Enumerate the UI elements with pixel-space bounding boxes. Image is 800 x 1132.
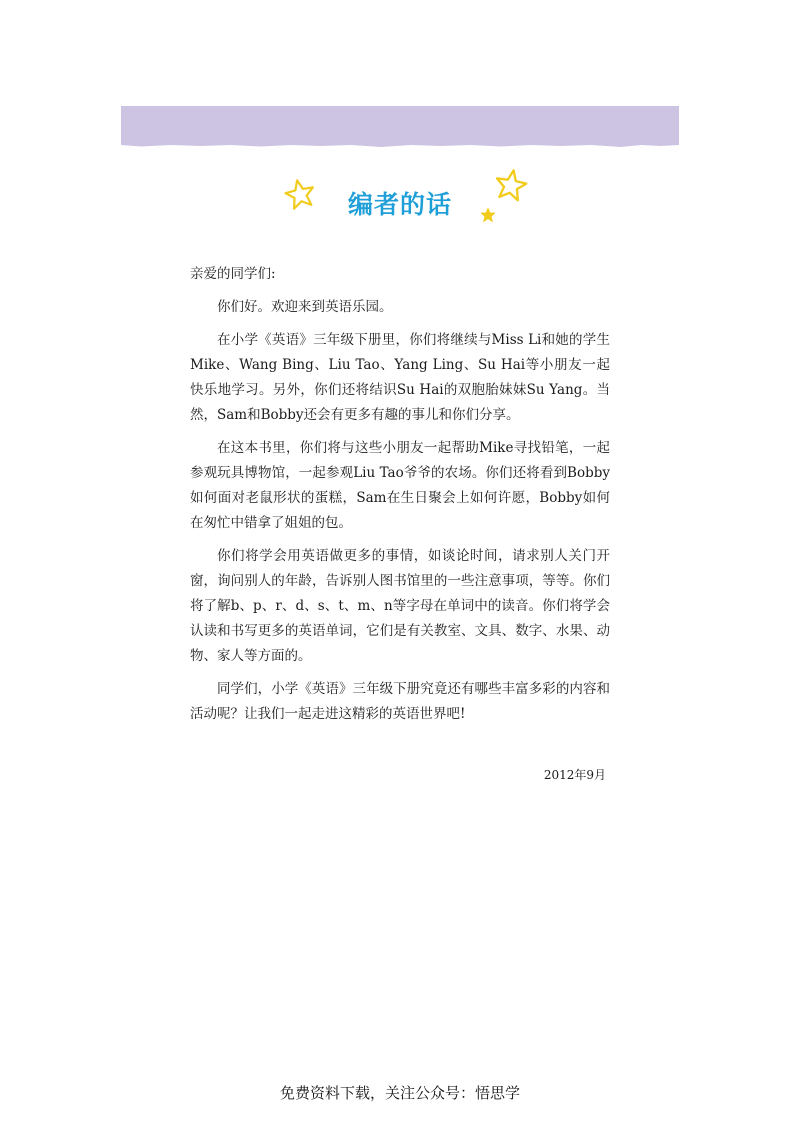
header-banner bbox=[121, 106, 679, 144]
letter-date: 2012年9月 bbox=[543, 768, 606, 782]
footer-notice: 免费资料下载，关注公众号：悟思学 bbox=[279, 1084, 520, 1102]
paragraph: 你们将学会用英语做更多的事情，如谈论时间，请求别人关门开窗，询问别人的年龄，告诉别人图书馆里的一些注意事项，等等。你们将了解b、p、r、d、s、t、m、n等字母在单词中的读音。你们将学会认读和书写更多的英语单词，它们是有关教室、文具、数字、水果、动物、家人等方面的。 bbox=[190, 548, 610, 664]
page-title: 编者的话 bbox=[347, 190, 452, 219]
editor-letter bbox=[190, 262, 610, 735]
paragraph: 在小学《英语》三年级下册里，你们将继续与Miss Li和她的学生Mike、Wang Bing、Liu Tao、Yang Ling、Su Hai等小朋友一起快乐地学习。另外，你们还将结识Su Hai的双胞胎妹妹Su Yang。当然，Sam和Bobby还会有更多有趣的事儿和你们分享。 bbox=[190, 332, 610, 423]
paragraph: 在这本书里，你们将与这些小朋友一起帮助Mike寻找铅笔，一起参观玩具博物馆，一起参观Liu Tao爷爷的农场。你们还将看到Bobby如何面对老鼠形状的蛋糕，Sam在生日聚会上如何许愿，Bobby如何在匆忙中错拿了姐姐的包。 bbox=[190, 440, 610, 531]
salutation: 亲爱的同学们: bbox=[190, 266, 276, 282]
paragraph: 你们好。欢迎来到英语乐园。 bbox=[217, 299, 393, 315]
banner-torn-edge bbox=[121, 144, 679, 147]
paragraph: 同学们，小学《英语》三年级下册究竟还有哪些丰富多彩的内容和活动呢？让我们一起走进这精彩的英语世界吧! bbox=[190, 681, 610, 722]
